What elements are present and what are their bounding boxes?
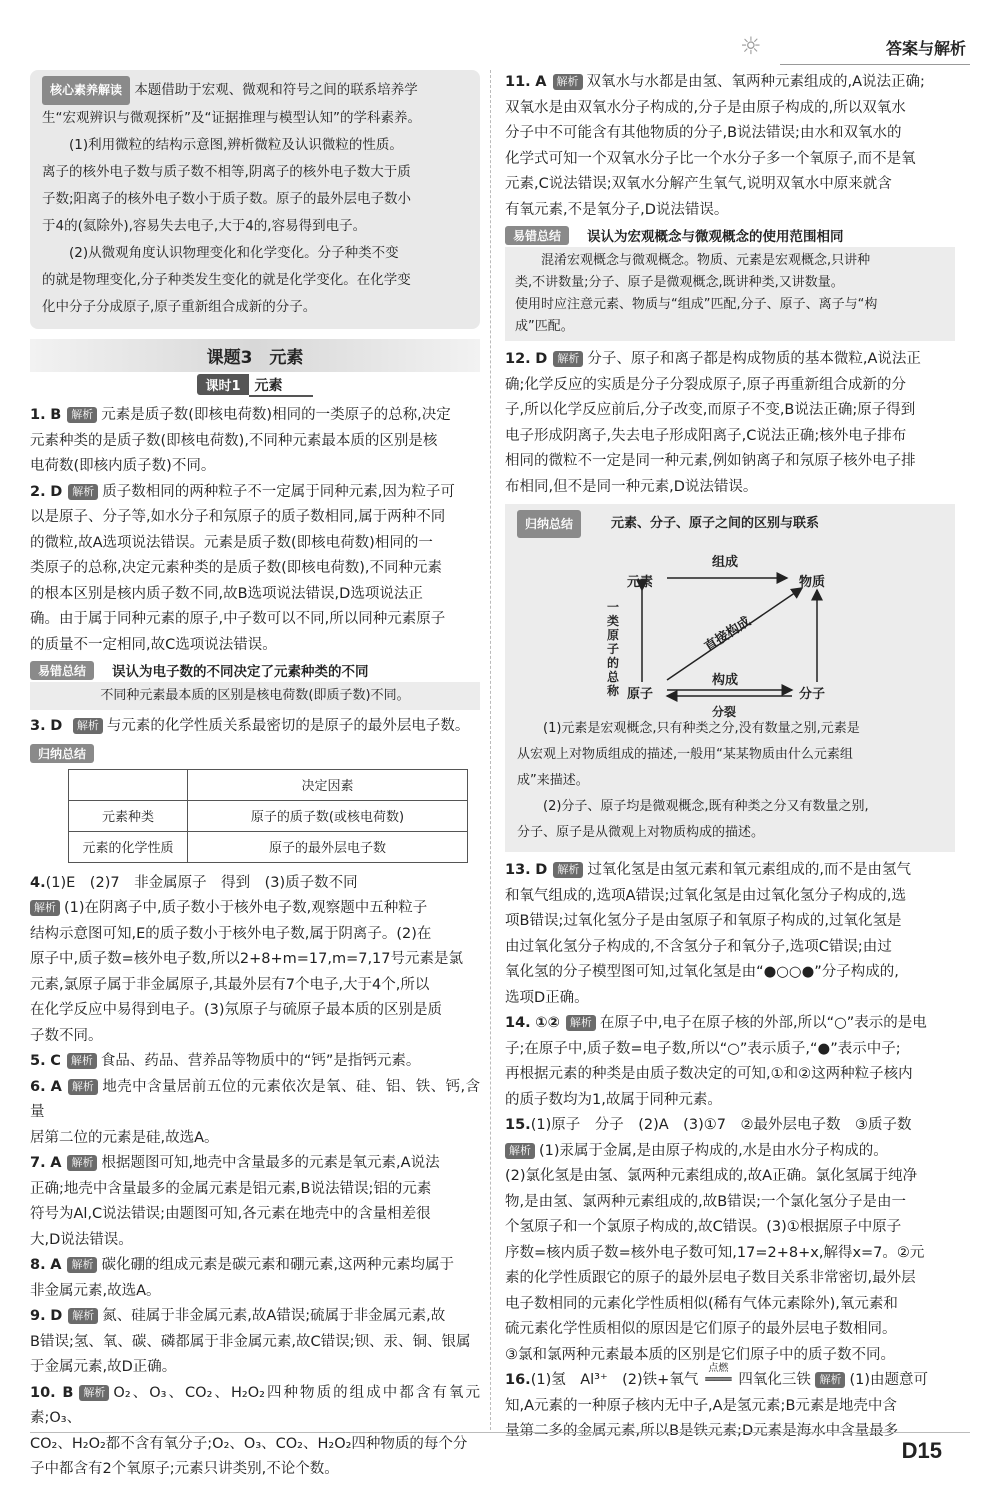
item-line: 子中都含有2个氧原子;元素只讲类别,不论个数。 xyxy=(30,1461,339,1477)
answer-item xyxy=(505,1011,955,1113)
item-line: 元素种类的是质子数(即核电荷数),不同种元素最本质的区别是核 xyxy=(30,432,438,449)
item-line: 以是原子、分子等,如水分子和氖原子的质子数相同,属于两种不同 xyxy=(30,509,446,525)
analysis-tag: 解析 xyxy=(73,718,103,734)
core-line: (2)从微观角度认识物理变化和化学变化。分子种类不变 xyxy=(69,245,399,261)
analysis-tag: 解析 xyxy=(553,74,583,90)
footer-rule xyxy=(30,1432,970,1433)
diagram-label-substance: 物质 xyxy=(799,575,826,590)
item-line: 分子中不可能含有其他物质的分子,B说法错误;由水和双氧水的 xyxy=(505,125,902,141)
answer-item xyxy=(30,1075,480,1152)
item-answer: ①② xyxy=(535,1015,560,1031)
item-line: 物,是由氢、氯两种元素组成的,故B错误;一个氯化氢分子是由一 xyxy=(505,1193,907,1210)
item-line: 的微粒,故A选项说法错误。元素是质子数(即核电荷数)相同的一 xyxy=(30,534,433,551)
item-line: 符号为Al,C说法错误;由题图可知,各元素在地壳中的含量相差很 xyxy=(30,1206,431,1222)
error-summary-heading: 误认为宏观概念与微观概念的使用范围相同 xyxy=(587,229,844,245)
item-number: 6. xyxy=(30,1078,46,1095)
core-line: 的就是物理变化,分子种类发生变化的就是化学变化。在化学变 xyxy=(42,272,411,288)
item-number: 16. xyxy=(505,1372,531,1388)
summary-line: 从宏观上对物质组成的描述,一般用“某某物质由什么元素组 xyxy=(517,747,853,762)
lesson-bar xyxy=(30,374,480,397)
item-line: CO₂、H₂O₂都不含有氧分子;O₂、O₃、CO₂、H₂O₂四种物质的每个分 xyxy=(30,1435,468,1452)
item-number: 14. xyxy=(505,1015,531,1031)
item-number: 12. xyxy=(505,351,531,367)
summary-tag: 归纳总结 xyxy=(517,510,581,538)
item-answer: C xyxy=(50,1053,61,1069)
item-line: 子数不同。 xyxy=(30,1027,103,1044)
table-cell: 元素的化学性质 xyxy=(69,831,188,862)
item-line: 相同的微粒不一定是同一种元素,例如钠离子和氖原子核外电子排 xyxy=(505,453,916,469)
diagram-label-side: 一类原子的总称 xyxy=(607,600,620,698)
item-number: 15. xyxy=(505,1117,531,1133)
error-line: 使用时应注意元素、物质与“组成”匹配,分子、原子、离子与“构 xyxy=(515,297,878,312)
item-line: 居第二位的元素是硅,故选A。 xyxy=(30,1129,219,1146)
analysis-tag: 解析 xyxy=(553,351,583,367)
item-line: 知,A元素的一种原子核内无中子,A是氢元素;B元素是地壳中含 xyxy=(505,1397,897,1414)
item-line: (2)氯化氢是由氢、氯两种元素组成的,故A正确。氯化氢属于纯净 xyxy=(505,1168,918,1184)
relation-diagram xyxy=(517,542,943,719)
error-summary-tag: 易错总结 xyxy=(505,226,569,245)
item-line: 于金属元素,故D正确。 xyxy=(30,1359,177,1375)
item-number: 4. xyxy=(30,874,46,891)
item-line: 由过氧化氢分子构成的,不含氢分子和氧分子,选项C错误;由过 xyxy=(505,938,892,955)
item-number: 2. xyxy=(30,483,46,500)
analysis-tag: 解析 xyxy=(67,1257,97,1273)
item-answer: (1)E (2)7 非金属原子 得到 (3)质子数不同 xyxy=(45,874,358,891)
core-line: 本题借助于宏观、微观和符号之间的联系培养学 xyxy=(134,82,418,98)
table-cell xyxy=(69,769,188,800)
item-line: 分子、原子和离子都是构成物质的基本微粒,A说法正 xyxy=(587,351,921,367)
diagram-label-element: 元素 xyxy=(627,575,654,590)
item-number: 5. xyxy=(30,1053,46,1069)
summary-line: (2)分子、原子均是微观概念,既有种类之分又有数量之别, xyxy=(543,799,869,814)
page-header xyxy=(740,28,970,68)
item-line: 类原子的总称,决定元素种类的是质子数(即核电荷数),不同种元素 xyxy=(30,560,443,576)
item-line: (1)由题意可 xyxy=(849,1372,928,1388)
summary-line: (1)元素是宏观概念,只有种类之分,没有数量之别,元素是 xyxy=(543,721,860,736)
item-line: 量第二多的金属元素,所以B是铁元素;D元素是海水中含量最多 xyxy=(505,1423,899,1439)
analysis-tag: 解析 xyxy=(553,862,583,878)
analysis-tag: 解析 xyxy=(68,1079,98,1095)
diagram-label-compose: 组成 xyxy=(712,555,739,570)
item-answer: D xyxy=(50,483,63,500)
item-number: 13. xyxy=(505,862,531,878)
analysis-tag: 解析 xyxy=(67,1155,97,1171)
page-number: D15 xyxy=(901,1438,942,1463)
item-answer: A xyxy=(50,1078,62,1095)
summary-title: 元素、分子、原子之间的区别与联系 xyxy=(611,516,820,531)
item-line: 项B错误;过氧化氢分子是由氢原子和氧原子构成的,过氧化氢是 xyxy=(505,913,902,929)
section-title: 课题3 元素 xyxy=(30,339,480,372)
table-cell: 原子的最外层电子数 xyxy=(188,831,468,862)
analysis-tag: 解析 xyxy=(815,1372,845,1388)
item-line: 硫元素化学性质相似的原因是它们原子的最外层电子数相同。 xyxy=(505,1321,897,1337)
item-line: 双氧水是由双氧水分子构成的,分子是由原子构成的,所以双氧水 xyxy=(505,99,906,116)
item-line: (1)在阴离子中,质子数小于核外电子数,观察题中五种粒子 xyxy=(64,900,428,916)
column-divider xyxy=(490,70,491,1430)
answer-item xyxy=(30,1304,480,1381)
item-line: 过氧化氢是由氢元素和氧元素组成的,而不是由氢气 xyxy=(587,862,911,878)
answer-item xyxy=(30,1049,480,1075)
header-rule xyxy=(780,64,970,65)
item-line: 的质子数均为1,故属于同种元素。 xyxy=(505,1091,722,1108)
item-number: 3. xyxy=(30,718,46,734)
table-cell: 决定因素 xyxy=(188,769,468,800)
lesson-badge: 课时1 xyxy=(197,374,248,395)
item-answer: (1)原子 分子 (2)A (3)①7 ②最外层电子数 ③质子数 xyxy=(530,1117,912,1133)
diagram-label-direct: 直接构成 xyxy=(701,614,754,656)
item-line: 子;在原子中,质子数=电子数,所以“○”表示质子,“●”表示中子; xyxy=(505,1040,901,1057)
item-answer: B xyxy=(50,407,62,423)
error-summary-tag: 易错总结 xyxy=(30,661,94,680)
analysis-tag: 解析 xyxy=(79,1385,109,1401)
error-summary-body: 不同种元素最本质的区别是核电荷数(即质子数)不同。 xyxy=(30,682,480,710)
answer-item xyxy=(30,1151,480,1253)
right-column xyxy=(505,70,955,1445)
item-line: 选项D正确。 xyxy=(505,989,589,1006)
item-line: 碳化硼的组成元素是碳元素和硼元素,这两种元素均属于 xyxy=(101,1257,455,1273)
item-line: 原子中,质子数=核外电子数,所以2+8+m=17,m=7,17号元素是氯 xyxy=(30,951,464,967)
diagram-label-molecule: 分子 xyxy=(799,687,826,702)
answer-item xyxy=(505,347,955,500)
item-line: 氧化氢的分子模型图可知,过氧化氢是由“●○○●”分子构成的, xyxy=(505,964,899,980)
item-line: 氮、硅属于非金属元素,故A错误;硫属于非金属元素,故 xyxy=(102,1308,446,1324)
diagram-label-split: 分裂 xyxy=(712,705,737,719)
error-line: 成”匹配。 xyxy=(515,319,574,334)
core-line: 子数;阳离子的核外电子数小于质子数。原子的最外层电子数小 xyxy=(42,191,412,207)
item-answer: A xyxy=(50,1155,62,1171)
core-line: 化中分子分成原子,原子重新组合成新的分子。 xyxy=(42,299,317,315)
item-number: 1. xyxy=(30,407,46,423)
table-row xyxy=(69,800,468,831)
item-number: 7. xyxy=(30,1155,46,1171)
item-line: 大,D说法错误。 xyxy=(30,1231,133,1248)
item-line: 电荷数(即核内质子数)不同。 xyxy=(30,458,216,474)
decorative-doodle-icon: ☼ xyxy=(740,32,762,60)
error-summary-body xyxy=(505,247,955,341)
reaction-product: 四氧化三铁 xyxy=(738,1372,811,1388)
item-line: 个氢原子和一个氯原子构成的,故C错误。(3)①根据原子中原子 xyxy=(505,1219,902,1235)
item-line: (1)汞属于金属,是由原子构成的,水是由水分子构成的。 xyxy=(539,1142,888,1159)
item-line: 确。由于属于同种元素的原子,中子数可以不同,所以同种元素原子 xyxy=(30,611,446,627)
reaction-condition: 点燃 xyxy=(708,1363,729,1374)
analysis-tag: 解析 xyxy=(566,1015,596,1031)
item-line: 和氧气组成的,选项A错误;过氧化氢是由过氧化氢分子构成的,选 xyxy=(505,887,907,904)
item-line: 食品、药品、营养品等物质中的“钙”是指钙元素。 xyxy=(100,1053,421,1069)
item-number: 10. xyxy=(30,1384,56,1401)
item-answer: D xyxy=(535,862,548,878)
item-line: 的根本区别是核内质子数不同,故B选项说法错误,D选项说法正 xyxy=(30,585,423,602)
error-summary-box xyxy=(505,225,955,341)
table-row xyxy=(69,831,468,862)
item-line: B错误;氢、氧、碳、磷都属于非金属元素,故C错误;钡、汞、铜、银属 xyxy=(30,1333,471,1350)
item-number: 11. xyxy=(505,74,531,90)
table-cell: 原子的质子数(或核电荷数) xyxy=(188,800,468,831)
item-line: 序数=核内质子数=核外电子数可知,17=2+8+x,解得x=7。②元 xyxy=(505,1244,925,1261)
item-answer: B xyxy=(62,1384,74,1401)
item-line: 地壳中含量居前五位的元素依次是氧、硅、铝、铁、钙,含量 xyxy=(30,1078,481,1120)
summary-table xyxy=(68,769,468,863)
item-line: 在化学反应中易得到电子。(3)氖原子与硫原子最本质的区别是质 xyxy=(30,1002,443,1018)
table-row xyxy=(69,769,468,800)
item-number: 8. xyxy=(30,1257,46,1273)
core-literacy-tag: 核心素养解读 xyxy=(42,76,130,105)
item-answer: A xyxy=(50,1257,62,1273)
analysis-tag: 解析 xyxy=(68,484,98,500)
core-literacy-box xyxy=(30,70,480,329)
item-line: 根据题图可知,地壳中含量最多的元素是氧元素,A说法 xyxy=(101,1155,440,1171)
item-line: 化学式可知一个双氧水分子比一个水分子多一个氧原子,而不是氧 xyxy=(505,150,916,167)
item-answer: (1)氢 Al³⁺ (2)铁+氧气 xyxy=(530,1372,699,1388)
item-line: O₂、O₃、CO₂、H₂O₂四种物质的组成中都含有氧元素;O₃、 xyxy=(30,1384,480,1426)
item-line: 质子数相同的两种粒子不一定属于同种元素,因为粒子可 xyxy=(102,483,455,500)
item-line: ③氯和氯两种元素最本质的区别是它们原子中的质子数不同。 xyxy=(505,1346,895,1363)
analysis-tag: 解析 xyxy=(67,407,97,423)
item-line: 结构示意图可知,E的质子数小于核外电子数,属于阴离子。(2)在 xyxy=(30,925,432,942)
table-cell: 元素种类 xyxy=(69,800,188,831)
answer-item: 16.(1)氢 Al³⁺ (2)铁+氧气 点燃 ═══ 四氧化三铁 解析 (1)由题意可 知,A元素的一种原子核内无中子,A是氢元素;B元素是地壳中含 量第二多的金属元素,所以B是铁元素;D元素是海水中含量最多 xyxy=(505,1368,955,1445)
answer-item xyxy=(505,1113,955,1368)
summary-line: 成”来描述。 xyxy=(517,773,589,788)
item-line: 元素,氯原子属于非金属原子,其最外层有7个电子,大于4个,所以 xyxy=(30,976,430,993)
relation-summary-box xyxy=(505,504,955,852)
item-line: 确;化学反应的实质是分子分裂成原子,原子再重新组合成新的分 xyxy=(505,376,906,393)
item-line: 正确;地壳中含量最多的金属元素是铝元素,B说法错误;铝的元素 xyxy=(30,1180,432,1197)
item-line: 子,所以化学反应前后,分子改变,而原子不变,B说法正确;原子得到 xyxy=(505,402,916,418)
left-column xyxy=(30,70,480,1483)
analysis-tag: 解析 xyxy=(68,1308,98,1324)
item-answer: D xyxy=(50,1308,63,1324)
item-line: 再根据元素的种类是由质子数决定的可知,①和②这两种粒子核内 xyxy=(505,1066,913,1082)
item-line: 双氧水与水都是由氢、氧两种元素组成的,A说法正确; xyxy=(586,74,925,90)
item-line: 有氧元素,不是氧分子,D说法错误。 xyxy=(505,201,729,218)
header-title: 答案与解析 xyxy=(885,39,966,58)
diagram-label-atom: 原子 xyxy=(627,687,654,702)
core-line: 生“宏观辨识与微观探析”及“证据推理与模型认知”的学科素养。 xyxy=(42,110,421,126)
answer-item xyxy=(30,871,480,1050)
item-line: 素的化学性质跟它的原子的最外层电子数目关系非常密切,最外层 xyxy=(505,1270,916,1286)
item-number: 9. xyxy=(30,1308,46,1324)
item-answer: D xyxy=(50,718,63,734)
core-line: 离子的核外电子数与质子数不相等,阴离子的核外电子数大于质 xyxy=(42,164,411,180)
item-answer: D xyxy=(535,351,548,367)
core-line: (1)利用微粒的结构示意图,辨析微粒及认识微粒的性质。 xyxy=(69,137,403,153)
item-line: 的质量不一定相同,故C选项说法错误。 xyxy=(30,636,277,653)
lesson-title: 元素 xyxy=(249,375,313,397)
answer-item xyxy=(505,858,955,1011)
answer-item xyxy=(30,714,480,740)
item-line: 非金属元素,故选A。 xyxy=(30,1282,161,1299)
item-text: 与元素的化学性质关系最密切的是原子的最外层电子数。 xyxy=(106,718,470,734)
error-summary-heading: 误认为电子数的不同决定了元素种类的不同 xyxy=(112,664,369,680)
error-line: 类,不讲数量;分子、原子是微观概念,既讲种类,又讲数量。 xyxy=(515,275,844,290)
answer-item xyxy=(30,1253,480,1304)
core-line: 于4的(氦除外),容易失去电子,大于4的,容易得到电子。 xyxy=(42,218,367,234)
item-line: 元素,C说法错误;双氧水分解产生氧气,说明双氧水中原来就含 xyxy=(505,176,892,192)
answer-item xyxy=(30,403,480,480)
answer-item xyxy=(30,480,480,659)
analysis-tag: 解析 xyxy=(67,1053,97,1069)
summary-tag: 归纳总结 xyxy=(30,744,94,763)
diagram-label-construct: 构成 xyxy=(712,673,739,688)
answer-item xyxy=(505,70,955,223)
error-summary-box xyxy=(30,660,480,710)
item-line: 在原子中,电子在原子核的外部,所以“○”表示的是电 xyxy=(599,1015,927,1031)
item-line: 元素是质子数(即核电荷数)相同的一类原子的总称,决定 xyxy=(101,407,451,423)
error-line: 混淆宏观概念与微观概念。物质、元素是宏观概念,只讲种 xyxy=(541,253,871,268)
analysis-tag: 解析 xyxy=(30,900,60,916)
analysis-tag: 解析 xyxy=(505,1143,535,1159)
item-line: 布相同,但不是同一种元素,D说法错误。 xyxy=(505,478,758,495)
item-line: 电子形成阴离子,失去电子形成阳离子,C说法正确;核外电子排布 xyxy=(505,427,907,444)
item-answer: A xyxy=(535,74,547,90)
item-line: 电子数相同的元素化学性质相似(稀有气体元素除外),氧元素和 xyxy=(505,1295,898,1312)
summary-line: 分子、原子是从微观上对物质构成的描述。 xyxy=(517,825,765,840)
